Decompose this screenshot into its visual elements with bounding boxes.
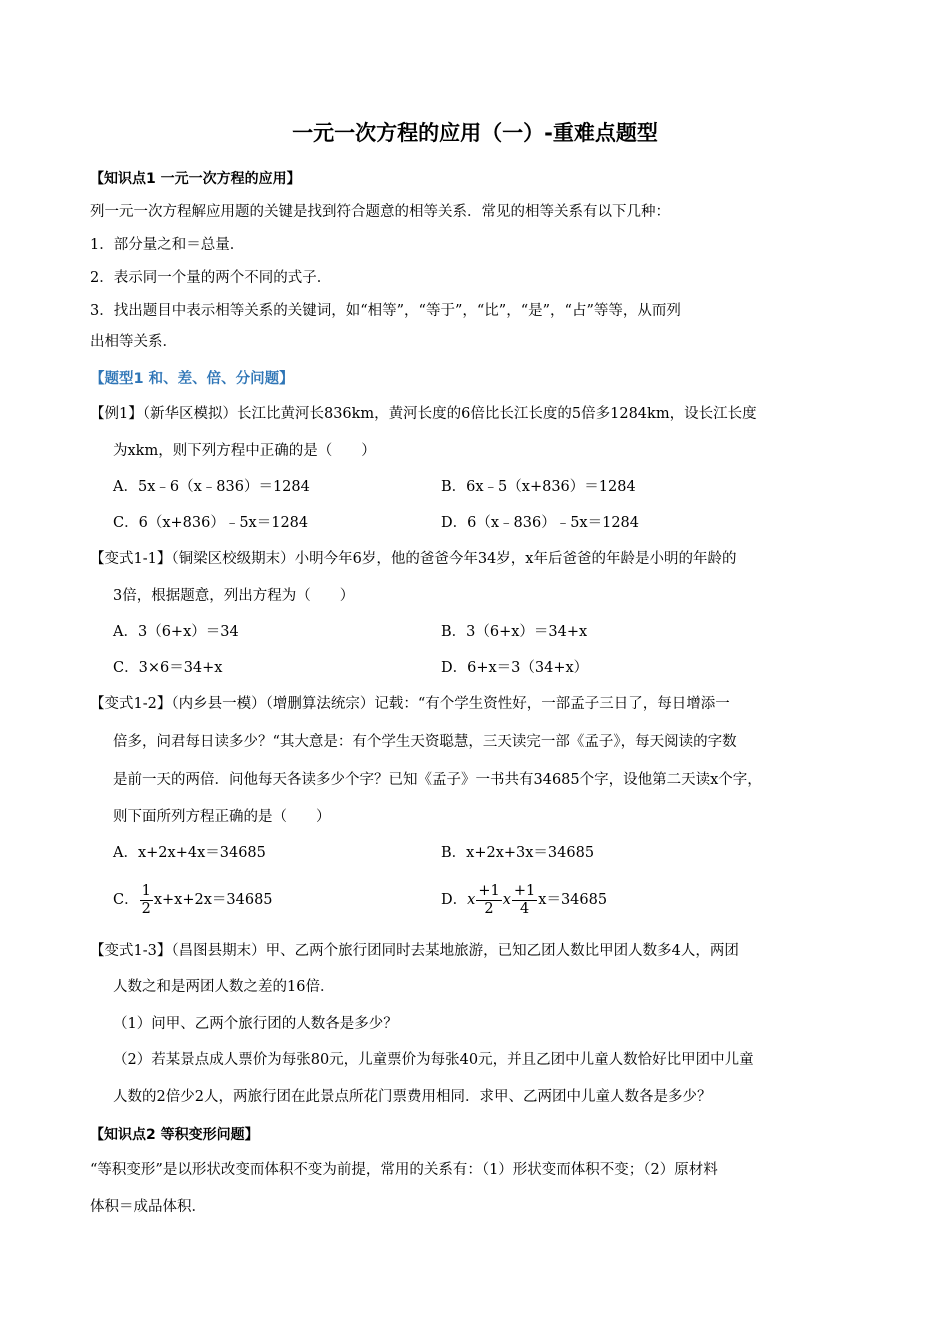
variant-1-1-line-2: 3倍，根据题意，列出方程为（ ） [113, 588, 355, 604]
option-c-label: C． [113, 892, 139, 908]
example-1-line-1: 【例1】（新华区模拟）长江比黄河长836km，黄河长度的6倍比长江长度的5倍多1284km，设长江长度 [90, 406, 757, 422]
kp1-item-3: 3．找出题目中表示相等关系的关键词，如“相等”，“等于”，“比”，“是”，“占”等等，从而列 [90, 303, 681, 319]
example-1-option-d: D．6（x﹣836）﹣5x＝1284 [441, 515, 640, 531]
example-1-option-c: C．6（x+836）﹣5x＝1284 [113, 515, 309, 531]
variant-1-1-option-b: B．3（6+x）＝34+x [441, 624, 588, 640]
kp2-line-2: 体积＝成品体积． [90, 1199, 206, 1215]
variant-1-1-option-d: D．6+x＝3（34+x） [441, 660, 589, 676]
knowledge-point-1-heading: 【知识点1 一元一次方程的应用】 [90, 171, 301, 187]
variant-1-2-option-a: A．x+2x+4x＝34685 [113, 845, 266, 861]
example-1-option-a: A．5x﹣6（x﹣836）＝1284 [113, 479, 310, 495]
variant-1-2-line-1: 【变式1-2】（内乡县一模）（增删算法统宗）记载：“有个学生资性好，一部孟子三日了，每日增添一 [90, 696, 730, 712]
fraction-denominator: 2 [484, 900, 494, 917]
kp1-item-2: 2．表示同一个量的两个不同的式子． [90, 270, 332, 286]
option-d-rest: x＝34685 [538, 892, 608, 908]
option-d-var-2: x [502, 892, 511, 908]
option-d-var-1: x [467, 892, 476, 908]
variant-1-1-option-a: A．3（6+x）＝34 [113, 624, 239, 640]
variant-1-2-option-b: B．x+2x+3x＝34685 [441, 845, 595, 861]
fraction-numerator: 1 [141, 882, 151, 899]
fraction-half [476, 883, 501, 918]
fraction-denominator: 2 [141, 900, 151, 917]
kp1-item-1: 1．部分量之和＝总量． [90, 237, 245, 253]
fraction-quarter [512, 883, 537, 918]
variant-1-1-line-1: 【变式1-1】（铜梁区校级期末）小明今年6岁，他的爸爸今年34岁，x年后爸爸的年龄是小明的年龄的 [90, 551, 737, 567]
option-c-rest: x+x+2x＝34685 [153, 892, 273, 908]
kp2-line-1: “等积变形”是以形状改变而体积不变为前提，常用的关系有：（1）形状变而体积不变；（2）原材料 [90, 1162, 718, 1178]
variant-1-2-line-2: 倍多，问君每日读多少？“其大意是：有个学生天资聪慧，三天读完一部《孟子》，每天阅读的字数 [113, 734, 737, 750]
variant-1-2-line-3: 是前一天的两倍．问他每天各读多少个字？已知《孟子》一书共有34685个字，设他第二天读x个字， [113, 772, 762, 788]
fraction-half [140, 883, 153, 918]
variant-1-2-line-4: 则下面所列方程正确的是（ ） [113, 809, 331, 825]
variant-1-2-option-d [441, 880, 868, 922]
example-1-line-2: 为xkm，则下列方程中正确的是（ ） [113, 443, 376, 459]
kp1-intro: 列一元一次方程解应用题的关键是找到符合题意的相等关系．常见的相等关系有以下几种： [90, 204, 670, 220]
variant-1-1-option-c: C．3×6＝34+x [113, 660, 223, 676]
variant-1-3-question-2: （2）若某景点成人票价为每张80元，儿童票价为每张40元，并且乙团中儿童人数恰好比甲团中儿童 [113, 1052, 754, 1068]
type-1-heading: 【题型1 和、差、倍、分问题】 [90, 371, 294, 387]
page-title: 一元一次方程的应用（一）-重难点题型 [292, 121, 658, 145]
fraction-numerator: +1 [513, 882, 536, 899]
fraction-denominator: 4 [519, 900, 530, 917]
example-1-option-b: B．6x﹣5（x+836）＝1284 [441, 479, 636, 495]
option-d-label: D． [441, 892, 468, 908]
fraction-numerator: +1 [478, 882, 500, 899]
knowledge-point-2-heading: 【知识点2 等积变形问题】 [90, 1127, 259, 1143]
variant-1-3-question-1: （1）问甲、乙两个旅行团的人数各是多少？ [113, 1016, 398, 1032]
variant-1-3-line-1: 【变式1-3】（昌图县期末）甲、乙两个旅行团同时去某地旅游，已知乙团人数比甲团人数多4人，两团 [90, 943, 739, 959]
variant-1-3-line-2: 人数之和是两团人数之差的16倍． [113, 979, 335, 995]
kp1-item-3-cont: 出相等关系． [90, 334, 177, 350]
variant-1-3-question-2-cont: 人数的2倍少2人，两旅行团在此景点所花门票费用相同．求甲、乙两团中儿童人数各是多少？ [113, 1089, 712, 1105]
